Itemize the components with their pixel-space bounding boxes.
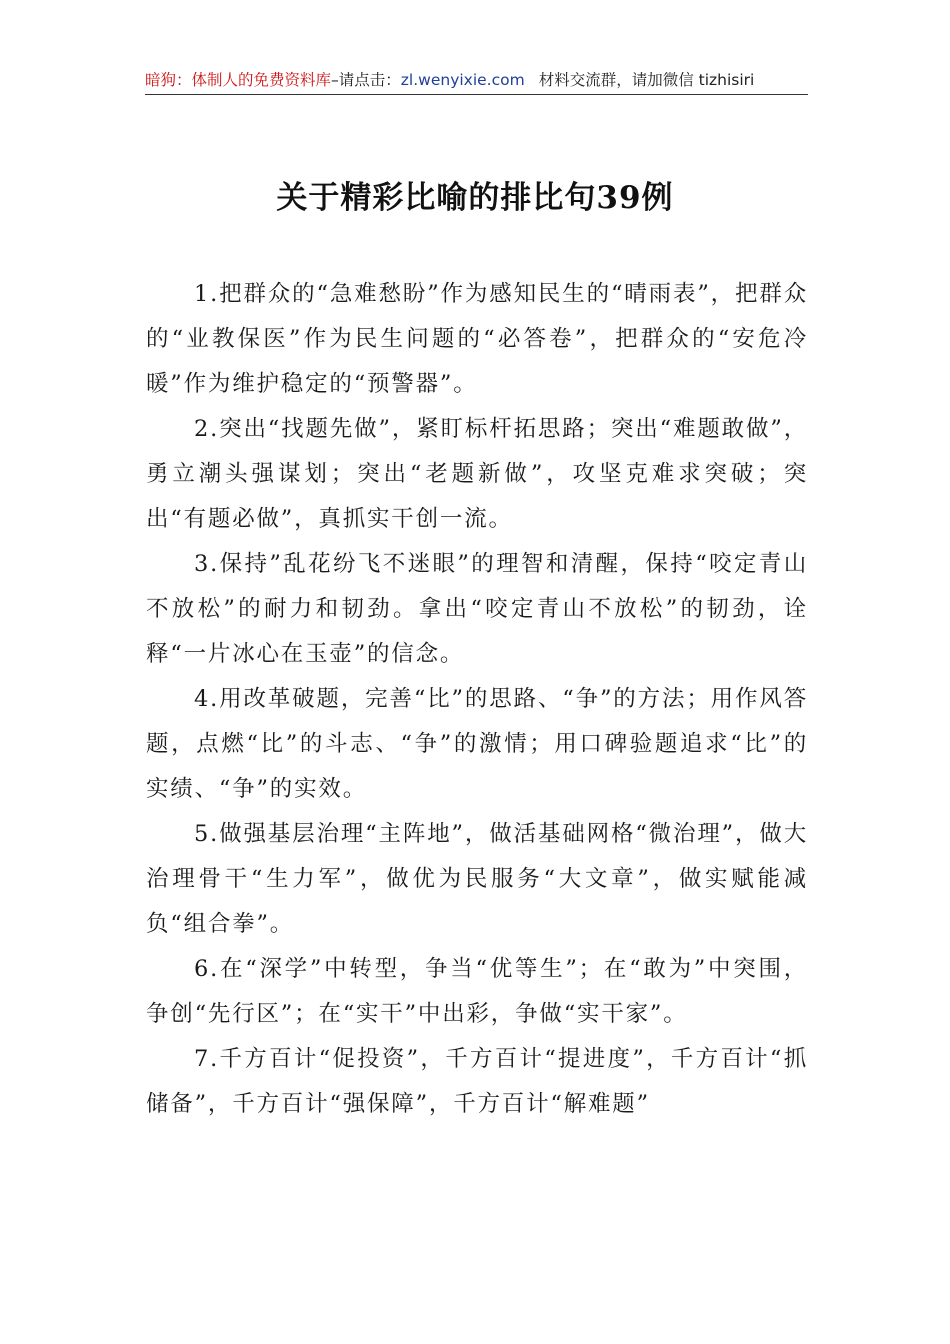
- paragraph: 7.千方百计“促投资”，千方百计“提进度”，千方百计“抓储备”，千方百计“强保障”，千方百计“解难题”: [146, 1046, 808, 1117]
- document-title: 关于精彩比喻的排比句39例: [276, 180, 674, 216]
- header-promo: 暗狗：体制人的免费资料库: [145, 71, 332, 89]
- paragraph: 1.把群众的“急难愁盼”作为感知民生的“晴雨表”，把群众的“业教保医”作为民生问题的“必答卷”，把群众的“安危冷暖”作为维护稳定的“预警器”。: [146, 281, 808, 397]
- header-click-prefix: –请点击：: [331, 71, 401, 89]
- paragraph: 2.突出“找题先做”，紧盯标杆拓思路；突出“难题敢做”，勇立潮头强谋划；突出“老题新做”，攻坚克难求突破；突出“有题必做”，真抓实干创一流。: [146, 416, 808, 532]
- header-group-text: 材料交流群，请加微信 tizhisiri: [538, 71, 755, 89]
- page-header: [145, 66, 808, 95]
- header-link[interactable]: zl.wenyixie.com: [400, 71, 525, 89]
- paragraph: 4.用改革破题，完善“比”的思路、“争”的方法；用作风答题，点燃“比”的斗志、“争”的激情；用口碑验题追求“比”的实绩、“争”的实效。: [146, 686, 808, 802]
- paragraph: 6.在“深学”中转型，争当“优等生”；在“敢为”中突围，争创“先行区”；在“实干”中出彩，争做“实干家”。: [146, 956, 808, 1027]
- paragraph: 5.做强基层治理“主阵地”，做活基础网格“微治理”，做大治理骨干“生力军”，做优为民服务“大文章”，做实赋能减负“组合拳”。: [146, 821, 808, 937]
- document-body: [146, 272, 808, 1127]
- paragraph: 3.保持”乱花纷飞不迷眼”的理智和清醒，保持“咬定青山不放松”的耐力和韧劲。拿出“咬定青山不放松”的韧劲，诠释“一片冰心在玉壶”的信念。: [146, 551, 808, 667]
